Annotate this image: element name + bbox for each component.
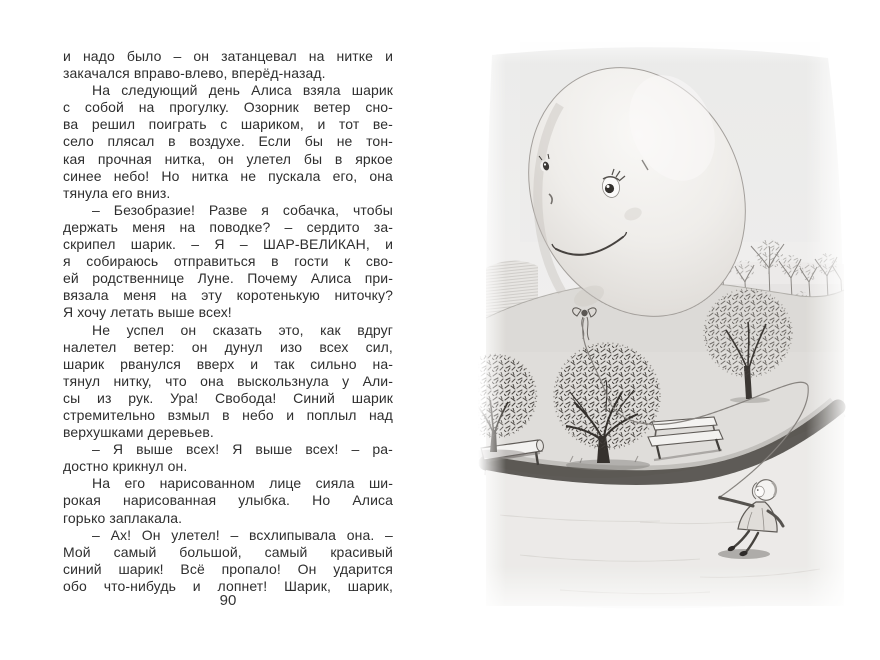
text-line: тянул нитку, что она выскользнула у Али-: [63, 372, 393, 389]
text-line: вязала меня на эту коротенькую ниточку?: [63, 287, 393, 304]
text-line: налетел ветер: он дунул изо всех сил,: [63, 338, 393, 355]
text-line: Не успел он сказать это, как вдруг: [92, 321, 393, 338]
text-line: синее небо! Но нитка не пускала его, она: [63, 167, 393, 184]
text-line: кая прочная нитка, он улетел бы в яркое: [63, 150, 393, 167]
text-line: – Я выше всех! Я выше всех! – ра-: [92, 441, 393, 458]
text-line: На его нарисованном лице сияла ши-: [92, 475, 393, 492]
text-line: скрипел шарик. – Я – ШАР-ВЕЛИКАН, и: [63, 236, 393, 253]
text-line: рокая нарисованная улыбка. Но Алиса: [63, 492, 393, 509]
text-line: – Безобразие! Разве я собачка, чтобы: [92, 201, 393, 218]
text-line: – Ах! Он улетел! – всхлипывала она. –: [92, 526, 393, 543]
text-line: держать меня на поводке? – сердито за-: [63, 218, 393, 235]
text-line: синий шарик! Всё пропало! Он ударится: [63, 560, 393, 577]
text-line: На следующий день Алиса взяла шарик: [92, 82, 393, 99]
text-line: достно крикнул он.: [63, 458, 188, 475]
text-line: село плясал в воздухе. Если бы не тон-: [63, 133, 393, 150]
text-line: горько заплакала.: [63, 509, 183, 526]
balloon-illustration: [478, 28, 852, 622]
text-line: закачался вправо-влево, вперёд-назад.: [63, 65, 326, 82]
text-column: [63, 48, 393, 595]
text-line: ва решил поиграть с шариком, и тот ве-: [63, 116, 393, 133]
text-line: обо что-нибудь и лопнет! Шарик, шарик,: [63, 577, 393, 594]
text-line: с собой на прогулку. Озорник ветер сно-: [63, 99, 393, 116]
text-line: и надо было – он затанцевал на нитке и: [63, 48, 393, 64]
text-line: тянула его вниз.: [63, 184, 171, 201]
text-line: стремительно взмыл в небо и поплыл над: [63, 406, 393, 423]
text-line: шарик рванулся вверх и так сильно на-: [63, 355, 393, 372]
text-line: Мой самый большой, самый красивый: [63, 543, 393, 560]
text-line: ей родственнице Луне. Почему Алиса при-: [63, 270, 393, 287]
text-line: я собираюсь отправиться в гости к сво-: [63, 253, 393, 270]
text-line: Я хочу летать выше всех!: [63, 304, 232, 321]
text-line: верхушками деревьев.: [63, 424, 214, 441]
page-number: 90: [219, 592, 237, 609]
text-line: сы из рук. Ура! Свобода! Синий шарик: [63, 389, 393, 406]
